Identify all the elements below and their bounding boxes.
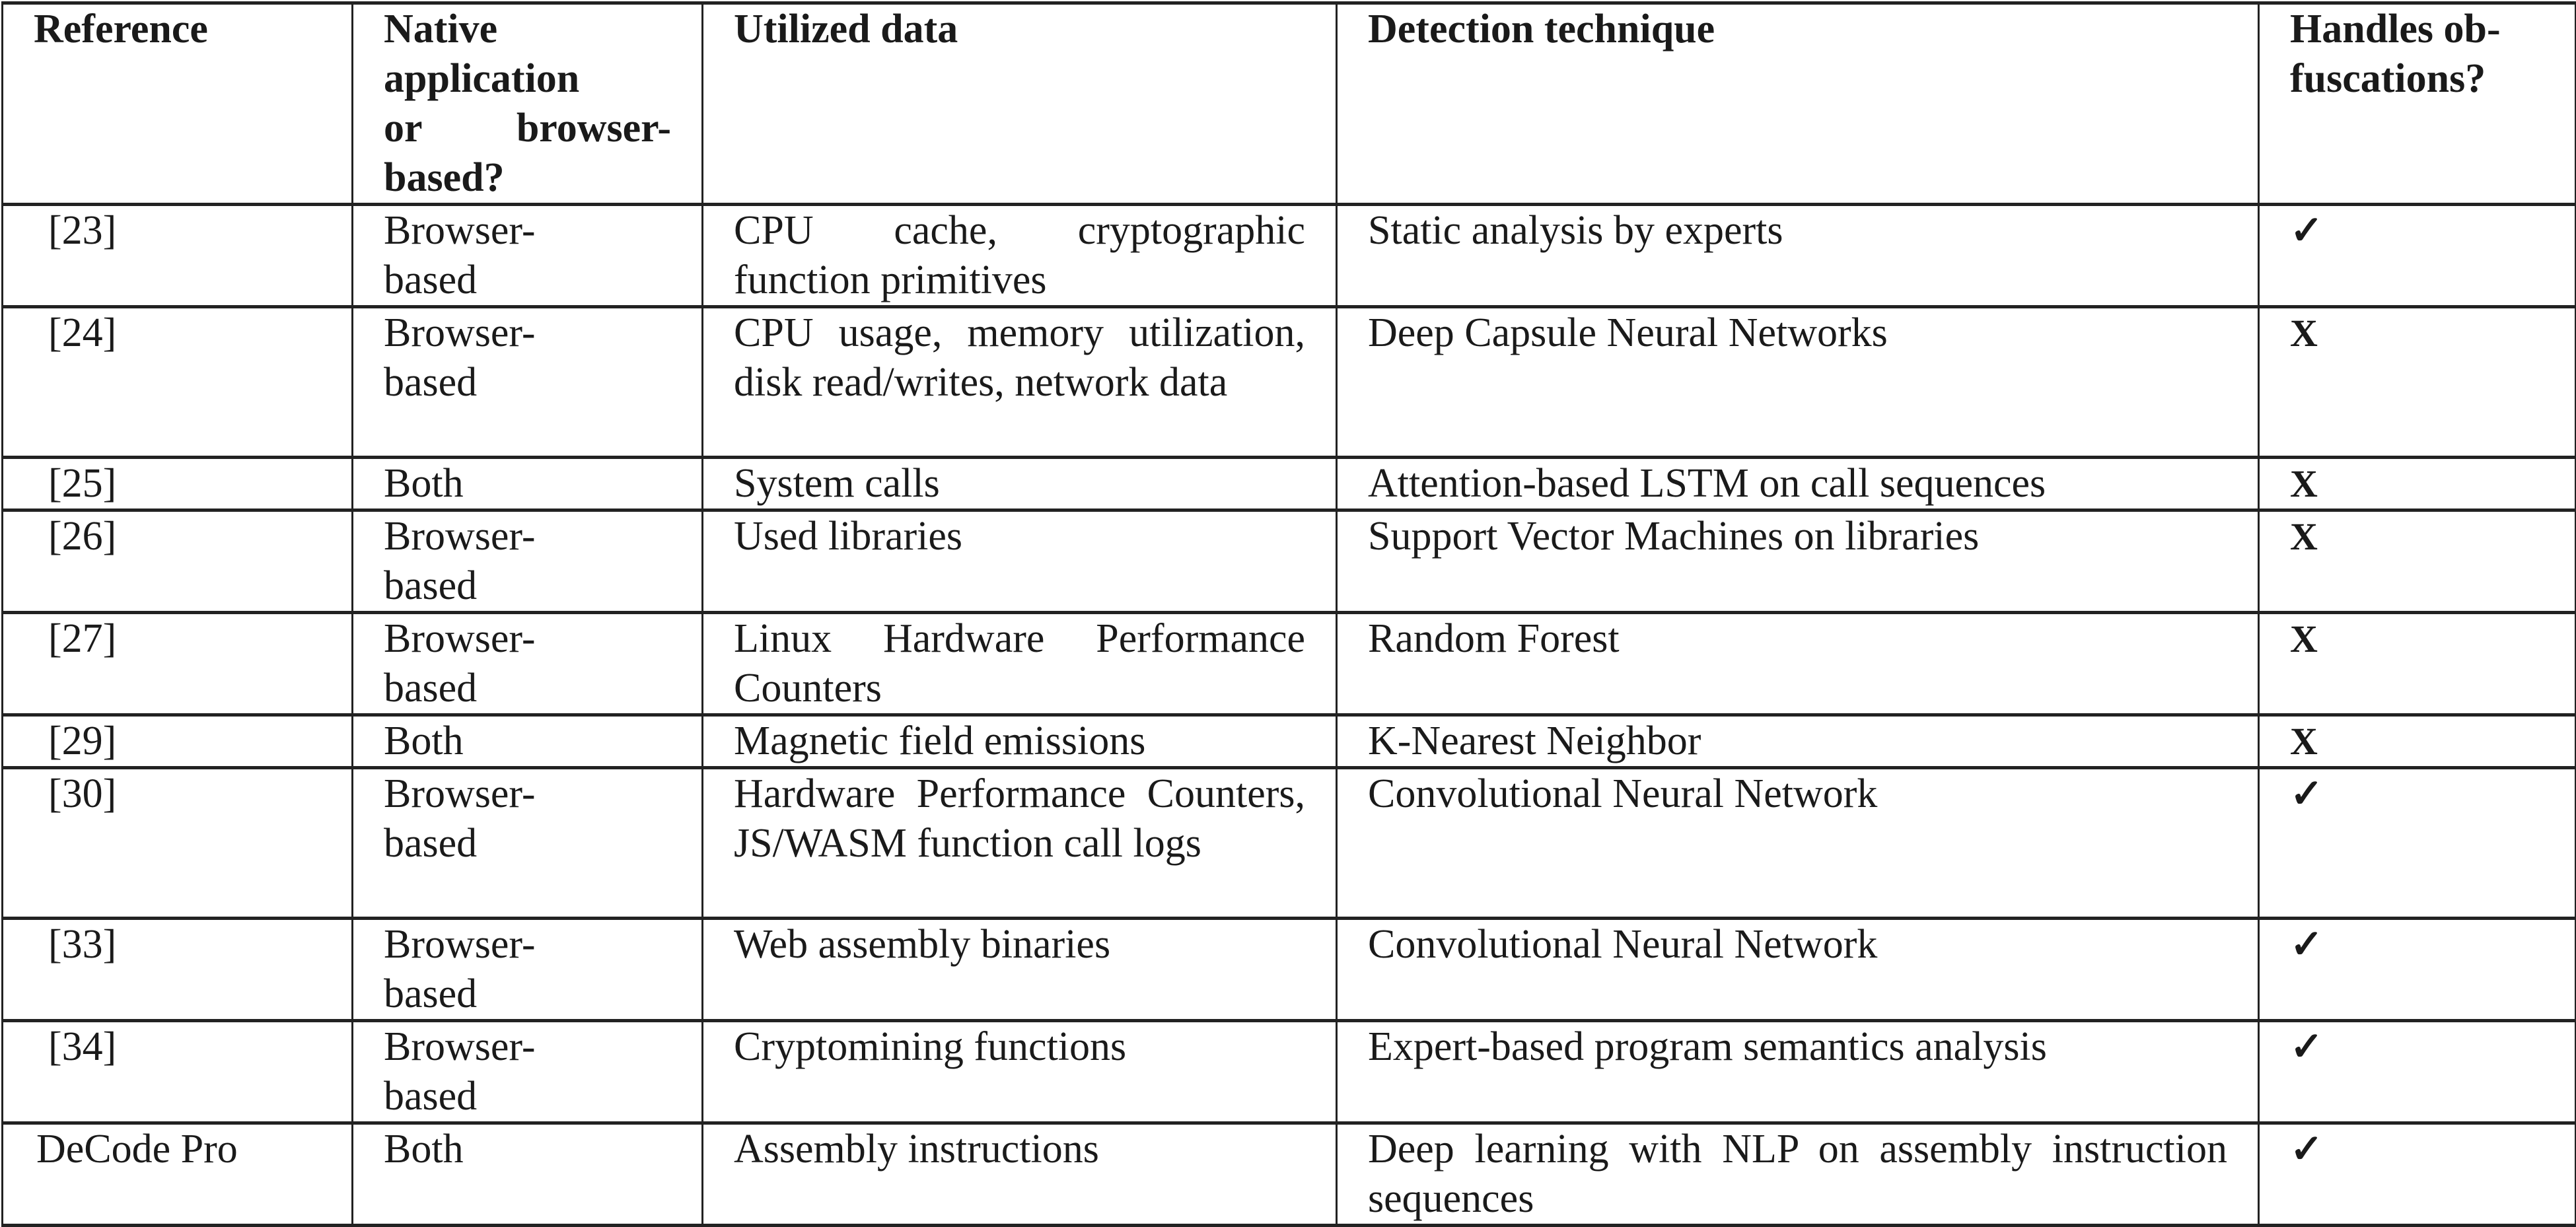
native-line2: based xyxy=(384,1074,478,1119)
check-icon: ✓ xyxy=(2290,207,2324,254)
cross-icon: X xyxy=(2290,720,2318,763)
cell-native xyxy=(353,205,703,307)
cell-reference xyxy=(3,613,353,715)
header-utilized-data-label: Utilized data xyxy=(734,7,958,52)
cell-reference xyxy=(3,715,353,768)
reference-label: [27] xyxy=(48,616,117,661)
table-row xyxy=(3,768,2576,919)
table-row xyxy=(3,919,2576,1021)
native-line1: Browser- xyxy=(384,208,536,253)
header-obfuscation-line1: Handles ob- xyxy=(2290,7,2501,52)
check-icon: ✓ xyxy=(2290,1024,2324,1070)
cell-handles-obfuscations xyxy=(2259,768,2576,919)
utilized-data-text: Cryptomining functions xyxy=(734,1024,1127,1069)
reference-label: [33] xyxy=(48,922,117,967)
comparison-table xyxy=(1,1,2576,1227)
native-line1: Browser- xyxy=(384,514,536,559)
detection-technique-text: Convolutional Neural Network xyxy=(1368,771,1878,816)
native-line1: Browser- xyxy=(384,922,536,967)
check-icon: ✓ xyxy=(2290,921,2324,967)
cell-native xyxy=(353,919,703,1021)
cell-reference xyxy=(3,919,353,1021)
utilized-data-text: Magnetic field emissions xyxy=(734,719,1146,763)
check-icon: ✓ xyxy=(2290,1126,2324,1172)
table-row xyxy=(3,613,2576,715)
native-line1: Browser- xyxy=(384,1024,536,1069)
table-row xyxy=(3,458,2576,510)
native-line1: Browser- xyxy=(384,771,536,816)
cell-handles-obfuscations xyxy=(2259,458,2576,510)
cell-reference xyxy=(3,510,353,613)
cross-icon: X xyxy=(2290,515,2318,558)
table-row xyxy=(3,205,2576,307)
cross-icon: X xyxy=(2290,462,2318,505)
cell-handles-obfuscations xyxy=(2259,1021,2576,1123)
cell-detection-technique xyxy=(1337,715,2259,768)
utilized-data-text: CPU cache, cryptographic function primitives xyxy=(734,208,1305,302)
native-line1: Both xyxy=(384,1127,464,1172)
cell-detection-technique xyxy=(1337,510,2259,613)
header-native-or-browser xyxy=(353,3,703,205)
cell-native xyxy=(353,510,703,613)
native-line1: Browser- xyxy=(384,616,536,661)
cell-reference xyxy=(3,1021,353,1123)
cell-utilized-data xyxy=(703,613,1337,715)
header-row xyxy=(3,3,2576,205)
header-utilized-data xyxy=(703,3,1337,205)
detection-technique-text: Deep learning with NLP on assembly instruction sequences xyxy=(1368,1127,2227,1221)
utilized-data-text: System calls xyxy=(734,461,940,506)
reference-label: [30] xyxy=(48,771,117,816)
native-line2: based xyxy=(384,258,478,302)
cell-utilized-data xyxy=(703,458,1337,510)
cell-detection-technique xyxy=(1337,307,2259,458)
reference-label: [29] xyxy=(48,719,117,763)
table-row xyxy=(3,1123,2576,1226)
utilized-data-text: Used libraries xyxy=(734,514,963,559)
table-row xyxy=(3,1021,2576,1123)
detection-technique-text: Random Forest xyxy=(1368,616,1620,661)
cell-detection-technique xyxy=(1337,1123,2259,1226)
cross-icon: X xyxy=(2290,617,2318,660)
detection-technique-text: Static analysis by experts xyxy=(1368,208,1783,253)
detection-technique-text: Attention-based LSTM on call sequences xyxy=(1368,461,2046,506)
cell-utilized-data xyxy=(703,919,1337,1021)
header-obfuscation-line2: fuscations? xyxy=(2290,56,2486,101)
cell-native xyxy=(353,307,703,458)
cell-native xyxy=(353,1123,703,1226)
table-row xyxy=(3,715,2576,768)
cell-reference xyxy=(3,1123,353,1226)
cell-reference xyxy=(3,205,353,307)
cell-native xyxy=(353,715,703,768)
utilized-data-text: Linux Hardware Performance Counters xyxy=(734,616,1305,711)
header-native-line1: Native xyxy=(384,7,498,52)
cell-detection-technique xyxy=(1337,458,2259,510)
detection-technique-text: Expert-based program semantics analysis xyxy=(1368,1024,2047,1069)
header-reference-label: Reference xyxy=(34,7,208,52)
native-line1: Browser- xyxy=(384,310,536,355)
detection-technique-text: Support Vector Machines on libraries xyxy=(1368,514,1980,559)
utilized-data-text: Hardware Performance Counters, JS/WASM function call logs xyxy=(734,771,1305,866)
check-icon: ✓ xyxy=(2290,771,2324,817)
reference-label: [25] xyxy=(48,461,117,506)
cell-utilized-data xyxy=(703,1123,1337,1226)
detection-technique-text: K-Nearest Neighbor xyxy=(1368,719,1701,763)
reference-label: [34] xyxy=(48,1024,117,1069)
cell-utilized-data xyxy=(703,205,1337,307)
header-reference xyxy=(3,3,353,205)
cell-handles-obfuscations xyxy=(2259,613,2576,715)
cell-detection-technique xyxy=(1337,768,2259,919)
header-handles-obfuscations xyxy=(2259,3,2576,205)
cell-reference xyxy=(3,768,353,919)
header-detection-technique xyxy=(1337,3,2259,205)
cell-detection-technique xyxy=(1337,613,2259,715)
cell-native xyxy=(353,613,703,715)
cell-utilized-data xyxy=(703,715,1337,768)
utilized-data-text: Web assembly binaries xyxy=(734,922,1111,967)
native-line2: based xyxy=(384,821,478,866)
cell-detection-technique xyxy=(1337,919,2259,1021)
cell-handles-obfuscations xyxy=(2259,307,2576,458)
reference-label: DeCode Pro xyxy=(36,1127,238,1172)
cell-utilized-data xyxy=(703,307,1337,458)
table-row xyxy=(3,307,2576,458)
cell-utilized-data xyxy=(703,1021,1337,1123)
cell-handles-obfuscations xyxy=(2259,510,2576,613)
cell-handles-obfuscations xyxy=(2259,919,2576,1021)
cell-native xyxy=(353,458,703,510)
header-native-line3 xyxy=(384,104,671,153)
cell-detection-technique xyxy=(1337,1021,2259,1123)
cell-detection-technique xyxy=(1337,205,2259,307)
header-native-line3-a: or xyxy=(384,106,423,151)
utilized-data-text: Assembly instructions xyxy=(734,1127,1099,1172)
cell-utilized-data xyxy=(703,768,1337,919)
detection-technique-text: Convolutional Neural Network xyxy=(1368,922,1878,967)
cell-native xyxy=(353,768,703,919)
header-native-line2: application xyxy=(384,56,580,101)
reference-label: [24] xyxy=(48,310,117,355)
cross-icon: X xyxy=(2290,312,2318,355)
header-native-line4: based? xyxy=(384,155,505,200)
detection-technique-text: Deep Capsule Neural Networks xyxy=(1368,310,1888,355)
utilized-data-text: CPU usage, memory utilization, disk read/writes, network data xyxy=(734,310,1305,405)
reference-label: [26] xyxy=(48,514,117,559)
cell-utilized-data xyxy=(703,510,1337,613)
header-native-line3-b: browser- xyxy=(516,106,671,151)
cell-reference xyxy=(3,307,353,458)
native-line2: based xyxy=(384,360,478,405)
header-detection-technique-label: Detection technique xyxy=(1368,7,1715,52)
native-line1: Both xyxy=(384,461,464,506)
native-line1: Both xyxy=(384,719,464,763)
native-line2: based xyxy=(384,563,478,608)
cell-native xyxy=(353,1021,703,1123)
cell-reference xyxy=(3,458,353,510)
native-line2: based xyxy=(384,971,478,1016)
cell-handles-obfuscations xyxy=(2259,1123,2576,1226)
native-line2: based xyxy=(384,666,478,711)
reference-label: [23] xyxy=(48,208,117,253)
table-row xyxy=(3,510,2576,613)
cell-handles-obfuscations xyxy=(2259,205,2576,307)
cell-handles-obfuscations xyxy=(2259,715,2576,768)
